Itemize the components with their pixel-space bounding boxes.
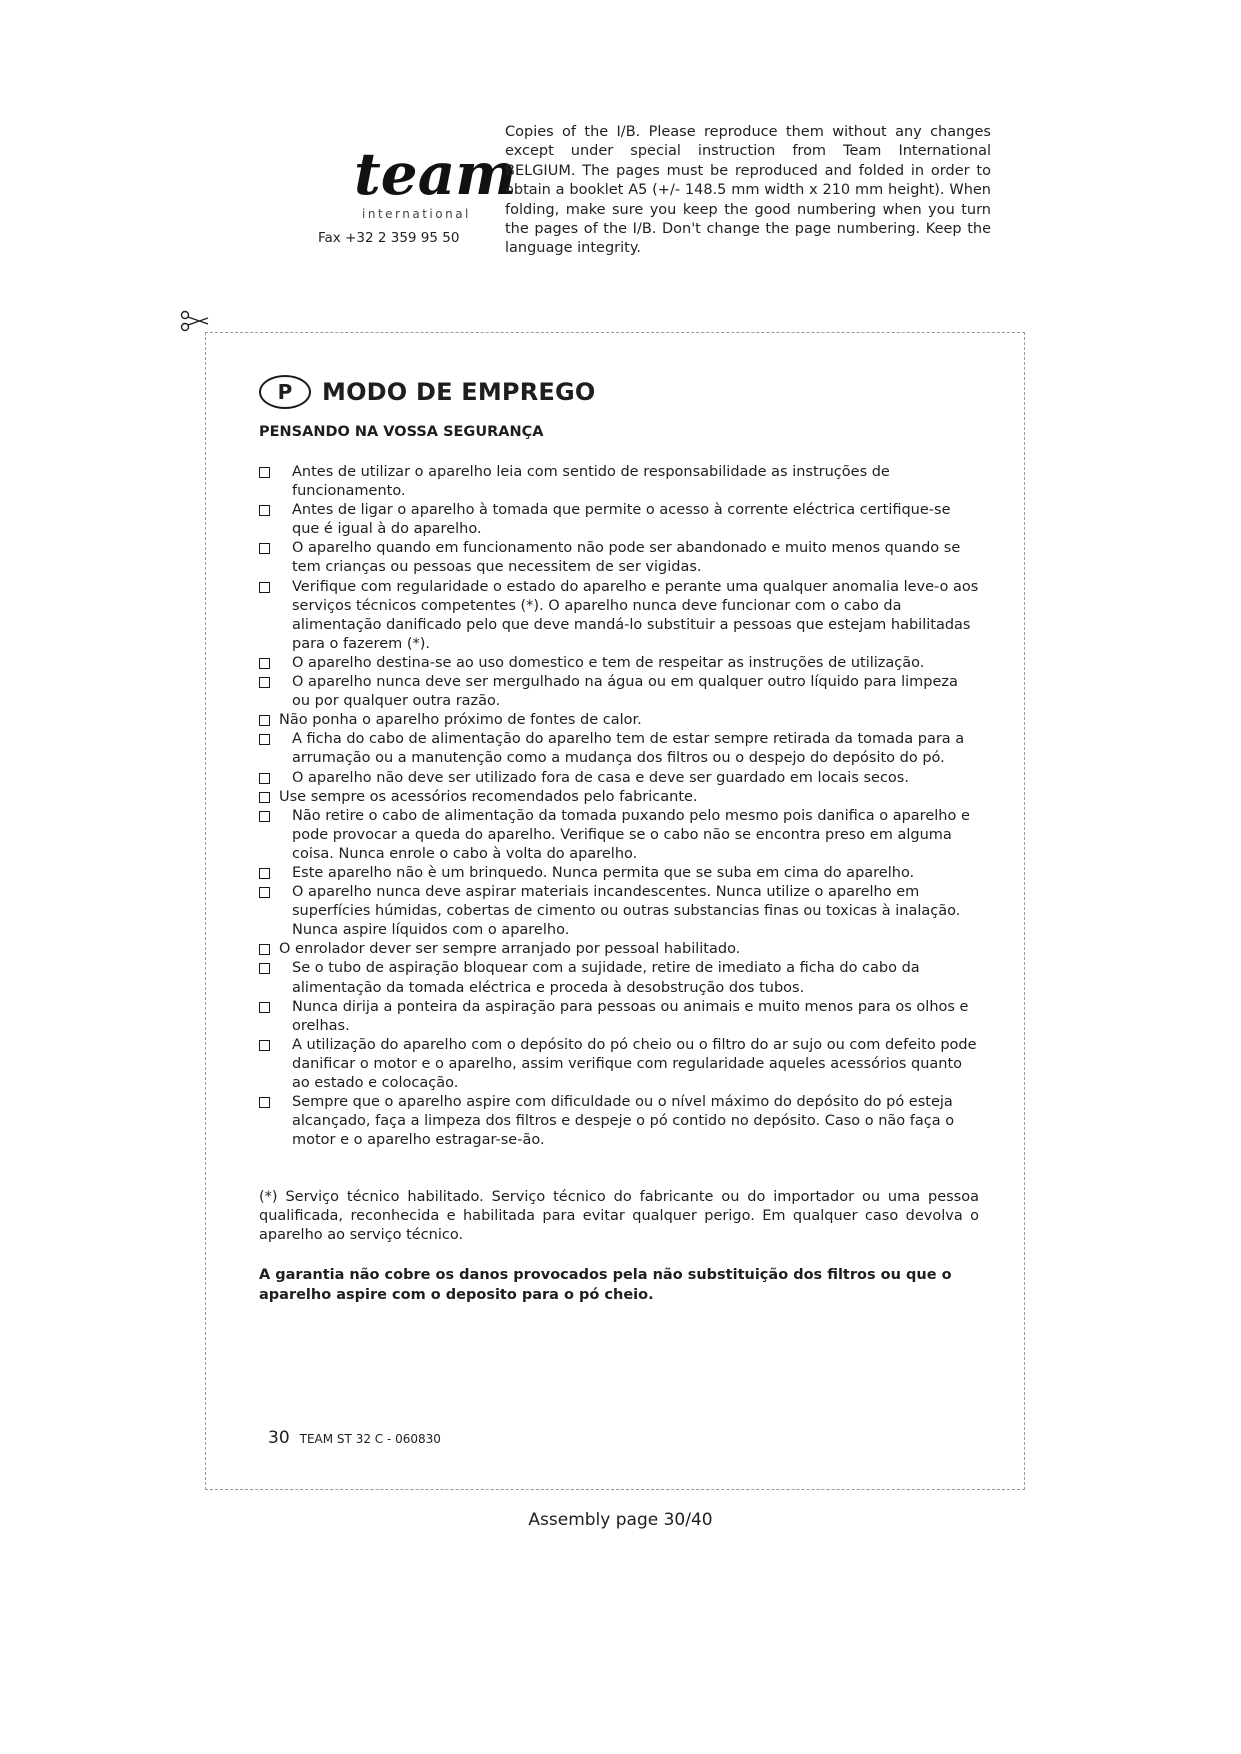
checkbox-bullet-icon [259, 773, 270, 784]
scissors-icon [180, 310, 210, 332]
checkbox-bullet-icon [259, 963, 270, 974]
list-item: A utilização do aparelho com o depósito do pó cheio ou o filtro do ar sujo ou com defeito pode danificar o motor e o aparelho, assim verifique com regularidade aqueles acessórios quanto ao estado e colocação. [259, 1036, 979, 1093]
checkbox-bullet-icon [259, 1040, 270, 1051]
checkbox-bullet-icon [259, 505, 270, 516]
checkbox-bullet-icon [259, 467, 270, 478]
list-item: A ficha do cabo de alimentação do aparelho tem de estar sempre retirada da tomada para a arrumação ou a manutenção como a mudança dos filtros ou o despejo do depósito do pó. [259, 730, 979, 768]
assembly-page-label: Assembly page 30/40 [528, 1510, 713, 1530]
list-item: Antes de utilizar o aparelho leia com sentido de responsabilidade as instruções de funcionamento. [259, 463, 979, 501]
checkbox-bullet-icon [259, 792, 270, 803]
list-item: O enrolador dever ser sempre arranjado por pessoal habilitado. [259, 940, 979, 959]
list-item: O aparelho destina-se ao uso domestico e tem de respeitar as instruções de utilização. [259, 654, 979, 673]
checkbox-bullet-icon [259, 658, 270, 669]
service-footnote: (*) Serviço técnico habilitado. Serviço técnico do fabricante ou do importador ou uma pessoa qualificada, reconhecida e habilitada para evitar qualquer perigo. Em qualquer caso devolva o aparelho ao serviço técnico. [259, 1189, 979, 1244]
list-item: O aparelho quando em funcionamento não pode ser abandonado e muito menos quando se tem crianças ou pessoas que necessitem de ser vigidas. [259, 539, 979, 577]
checkbox-bullet-icon [259, 715, 270, 726]
team-international-logo [348, 120, 517, 222]
list-item: Não retire o cabo de alimentação da tomada puxando pelo mesmo pois danifica o aparelho e pode provocar a queda do aparelho. Verifique se o cabo não se encontra preso em alguma coisa. Nunca enrole o cabo à volta do aparelho. [259, 807, 979, 864]
list-item: Não ponha o aparelho próximo de fontes de calor. [259, 711, 979, 730]
checkbox-bullet-icon [259, 868, 270, 879]
list-item: Verifique com regularidade o estado do aparelho e perante uma qualquer anomalia leve-o aos serviços técnicos competentes (*). O aparelho nunca deve funcionar com o cabo da alimentação danificado pelo que deve mandá-lo substituir a pessoas que estejam habilitadas para o fazerem (*). [259, 578, 979, 654]
safety-list [259, 463, 979, 1150]
checkbox-bullet-icon [259, 1002, 270, 1013]
title-row [259, 374, 595, 410]
checkbox-bullet-icon [259, 944, 270, 955]
language-badge: P [259, 375, 311, 409]
svg-text:team: team [354, 140, 517, 208]
list-item: O aparelho não deve ser utilizado fora de casa e deve ser guardado em locais secos. [259, 769, 979, 788]
fax-number: Fax +32 2 359 95 50 [318, 230, 460, 246]
list-item: Antes de ligar o aparelho à tomada que permite o acesso à corrente eléctrica certifique-se que é igual à do aparelho. [259, 501, 979, 539]
page-number: 30 [268, 1428, 290, 1448]
list-item: Este aparelho não è um brinquedo. Nunca permita que se suba em cima do aparelho. [259, 864, 979, 883]
list-item: Use sempre os acessórios recomendados pelo fabricante. [259, 788, 979, 807]
list-item: Nunca dirija a ponteira da aspiração para pessoas ou animais e muito menos para os olhos e orelhas. [259, 998, 979, 1036]
list-item: O aparelho nunca deve ser mergulhado na água ou em qualquer outro líquido para limpeza ou por qualquer outra razão. [259, 673, 979, 711]
list-item: O aparelho nunca deve aspirar materiais incandescentes. Nunca utilize o aparelho em superfícies húmidas, cobertas de cimento ou outras substancias finas ou toxicas à inalação. Nunca aspire líquidos com o aparelho. [259, 883, 979, 940]
page-title: MODO DE EMPREGO [322, 378, 596, 406]
model-code: TEAM ST 32 C - 060830 [299, 1432, 441, 1446]
checkbox-bullet-icon [259, 811, 270, 822]
checkbox-bullet-icon [259, 1097, 270, 1108]
checkbox-bullet-icon [259, 543, 270, 554]
list-item: Sempre que o aparelho aspire com dificuldade ou o nível máximo do depósito do pó esteja alcançado, faça a limpeza dos filtros e despeje o pó contido no depósito. Caso o não faça o motor e o aparelho estragar-se-ão. [259, 1093, 979, 1150]
page-footer [268, 1428, 441, 1448]
section-heading: PENSANDO NA VOSSA SEGURANÇA [259, 424, 544, 440]
reproduction-note: Copies of the I/B. Please reproduce them without any changes except under special instruction from Team International BELGIUM. The pages must be reproduced and folded in order to obtain a booklet A5 (+/- 148.5 mm width x 210 mm height). When folding, make sure you keep the good numbering when you turn the pages of the I/B. Don't change the page numbering. Keep the language integrity. [505, 124, 991, 257]
checkbox-bullet-icon [259, 677, 270, 688]
checkbox-bullet-icon [259, 734, 270, 745]
list-item: Se o tubo de aspiração bloquear com a sujidade, retire de imediato a ficha do cabo da alimentação da tomada eléctrica e proceda à desobstrução dos tubos. [259, 959, 979, 997]
checkbox-bullet-icon [259, 887, 270, 898]
svg-text:international: international [362, 207, 471, 221]
checkbox-bullet-icon [259, 582, 270, 593]
warranty-notice: A garantia não cobre os danos provocados pela não substituição dos filtros ou que o aparelho aspire com o deposito para o pó cheio. [259, 1267, 952, 1303]
